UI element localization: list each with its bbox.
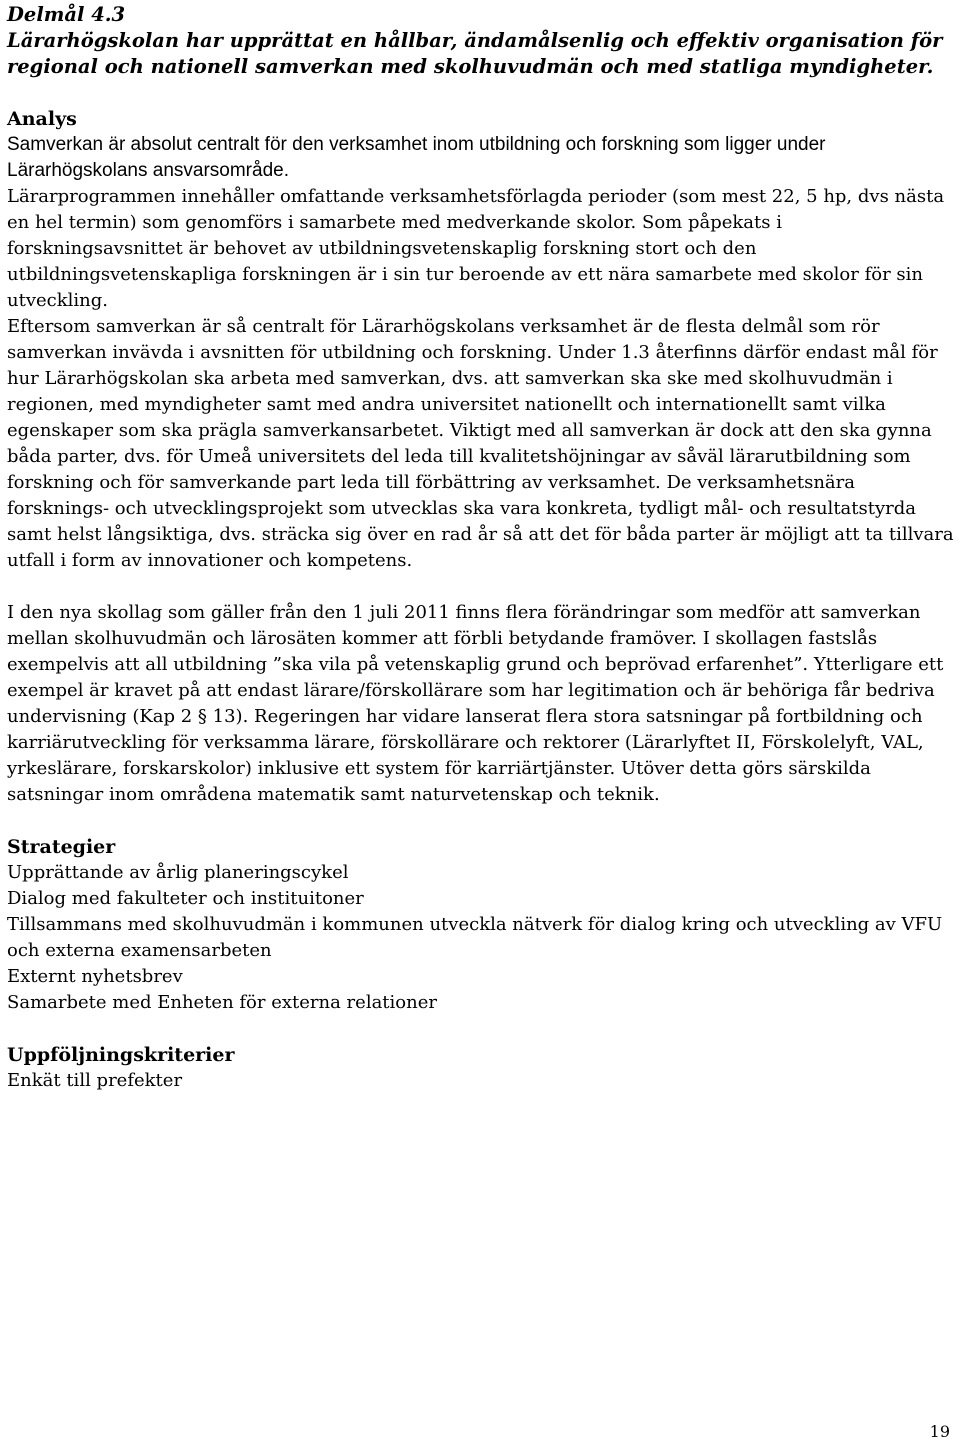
- analysis-paragraph-2: Eftersom samverkan är så centralt för Lärarhögskolans verksamhet är de flesta delmål som rör samverkan invävda i avsnitten för utbildning och forskning. Under 1.3 återfinns därför endast mål för hur Lärarhögskolan ska arbeta med samverkan, dvs. att samverkan ska ske med skolhuvudmän i regionen, med myndigheter samt med andra universitet nationellt och internationellt samt vilka egenskaper som ska prägla samverkansarbetet. Viktigt med all samverkan är dock att den ska gynna båda parter, dvs. för Umeå universitets del leda till kvalitetshöjningar av såväl lärarutbildning som forskning och för samverkande part leda till förbättring av verksamhet. De verksamhetsnära forsknings- och utvecklingsprojekt som utvecklas ska vara konkreta, tydligt mål- och resultatstyrda samt helst långsiktiga, dvs. sträcka sig över en rad år så att det för båda parter är möjligt att ta tillvara utfall i form av innovationer och kompetens.: [7, 316, 954, 571]
- goal-title: Delmål 4.3: [7, 3, 126, 26]
- analysis-intro-sans-2: Lärarprogrammen innehåller omfattande verksamhetsförlagda perioder (som mest 22, 5 hp, dvs nästa en hel termin) som genomförs i samarbete med medverkande skolor.: [7, 186, 945, 233]
- strategy-item: Upprättande av årlig planeringscykel: [7, 862, 349, 883]
- spacer: [7, 80, 955, 106]
- page-number: 19: [929, 1422, 950, 1441]
- analysis-intro-sans: Samverkan är absolut centralt för den verksamhet inom utbildning och forskning som ligger under Lärarhögskolans ansvarsområde.: [7, 134, 826, 181]
- followup-item: Enkät till prefekter: [7, 1070, 183, 1091]
- spacer: [7, 574, 955, 600]
- followup-heading: Uppföljningskriterier: [7, 1044, 235, 1066]
- document-page: [7, 2, 955, 1094]
- followup-list: [7, 1068, 955, 1094]
- goal-statement: Lärarhögskolan har upprättat en hållbar, ändamålsenlig och effektiv organisation för regional och nationell samverkan med skolhuvudmän och med statliga myndigheter.: [7, 29, 943, 78]
- strategy-item: Dialog med fakulteter och instituitoner: [7, 888, 364, 909]
- strategies-heading: Strategier: [7, 836, 116, 858]
- analysis-body-1: Som påpekats i forskningsavsnittet är behovet av utbildningsvetenskaplig forskning stort och den utbildningsvetenskapliga forskningen är i sin tur beroende av ett nära samarbete med skolor för sin utveckling.: [7, 212, 923, 311]
- spacer: [7, 808, 955, 834]
- strategy-item: Tillsammans med skolhuvudmän i kommunen utveckla nätverk för dialog kring och utveckling av VFU och externa examensarbeten: [7, 914, 943, 961]
- strategies-list: [7, 860, 955, 1016]
- analysis-heading: Analys: [7, 108, 77, 130]
- spacer: [7, 1016, 955, 1042]
- analysis-paragraph-1: [7, 184, 955, 314]
- strategy-item: Samarbete med Enheten för externa relationer: [7, 992, 437, 1013]
- strategy-item: Externt nyhetsbrev: [7, 966, 183, 987]
- analysis-paragraph-3: I den nya skollag som gäller från den 1 juli 2011 finns flera förändringar som medför att samverkan mellan skolhuvudmän och lärosäten kommer att förbli betydande framöver. I skollagen fastslås exempelvis att all utbildning ”ska vila på vetenskaplig grund och beprövad erfarenhet”. Ytterligare ett exempel är kravet på att endast lärare/förskollärare som har legitimation och är behöriga får bedriva undervisning (Kap 2 § 13). Regeringen har vidare lanserat flera stora satsningar på fortbildning och karriärutveckling för verksamma lärare, förskollärare och rektorer (Lärarlyftet II, Förskolelyft, VAL, yrkeslärare, forskarskolor) inklusive ett system för karriärtjänster. Utöver detta görs särskilda satsningar inom områdena matematik samt naturvetenskap och teknik.: [7, 602, 944, 805]
